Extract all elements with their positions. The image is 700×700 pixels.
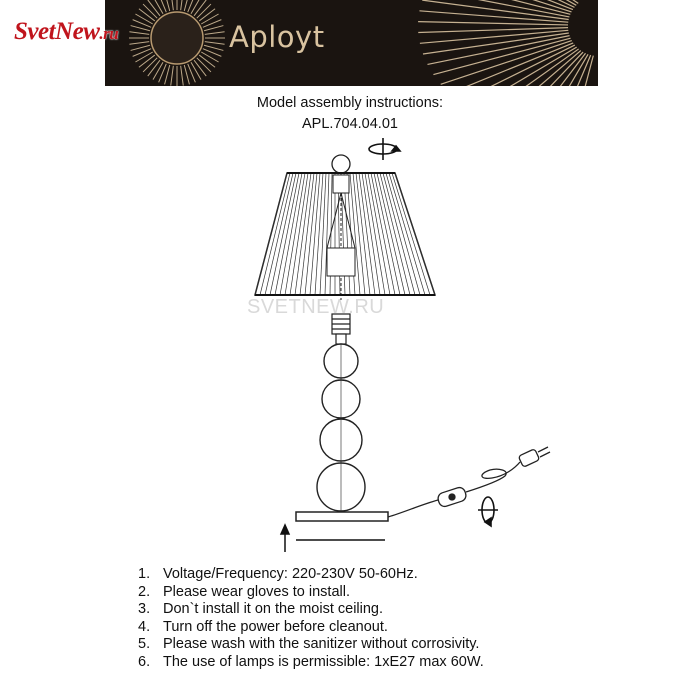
instruction-text: The use of lamps is permissible: 1xE27 max 60W. (163, 653, 484, 670)
up-arrow-icon (281, 525, 385, 552)
brand-name: Aployt (229, 20, 325, 54)
instruction-number: 5. (138, 636, 151, 652)
finial (332, 155, 350, 173)
instruction-item (138, 601, 484, 619)
instruction-text: Don`t install it on the moist ceiling. (163, 601, 384, 617)
instruction-item (138, 654, 484, 672)
lamp-shade (255, 173, 435, 295)
lamp-assembly-drawing (0, 130, 700, 560)
instruction-text: Turn off the power before cleanout. (163, 618, 388, 635)
instructions-list (138, 566, 484, 671)
site-logo-domain: .ru (99, 24, 119, 43)
site-logo[interactable] (14, 18, 118, 46)
site-logo-part1: Svet (14, 18, 56, 45)
instruction-number: 4. (138, 618, 151, 635)
instruction-number: 1. (138, 566, 151, 582)
document-title: Model assembly instructions: (256, 95, 444, 111)
instruction-item (138, 566, 484, 584)
power-plug (518, 447, 550, 467)
rotate-arrow-cord-icon (478, 497, 498, 526)
instruction-text: Please wear gloves to install. (163, 583, 350, 600)
site-logo-part2: New (55, 18, 100, 45)
instruction-number: 2. (138, 583, 151, 600)
model-number: APL.704.04.01 (302, 116, 398, 132)
instruction-text: Please wash with the sanitizer without corrosivity. (163, 636, 480, 652)
instruction-item (138, 584, 484, 602)
instruction-number: 6. (138, 653, 151, 670)
instruction-item (138, 619, 484, 637)
sunburst-graphic (105, 0, 598, 86)
instruction-text: Voltage/Frequency: 220-230V 50-60Hz. (163, 566, 418, 582)
watermark: SVETNEW.RU (247, 296, 385, 318)
instruction-number: 3. (138, 601, 151, 617)
instruction-item (138, 636, 484, 654)
lamp-base (296, 512, 388, 521)
inline-switch (437, 486, 468, 508)
rotate-arrow-top-icon (369, 138, 400, 160)
brand-banner (105, 0, 598, 86)
